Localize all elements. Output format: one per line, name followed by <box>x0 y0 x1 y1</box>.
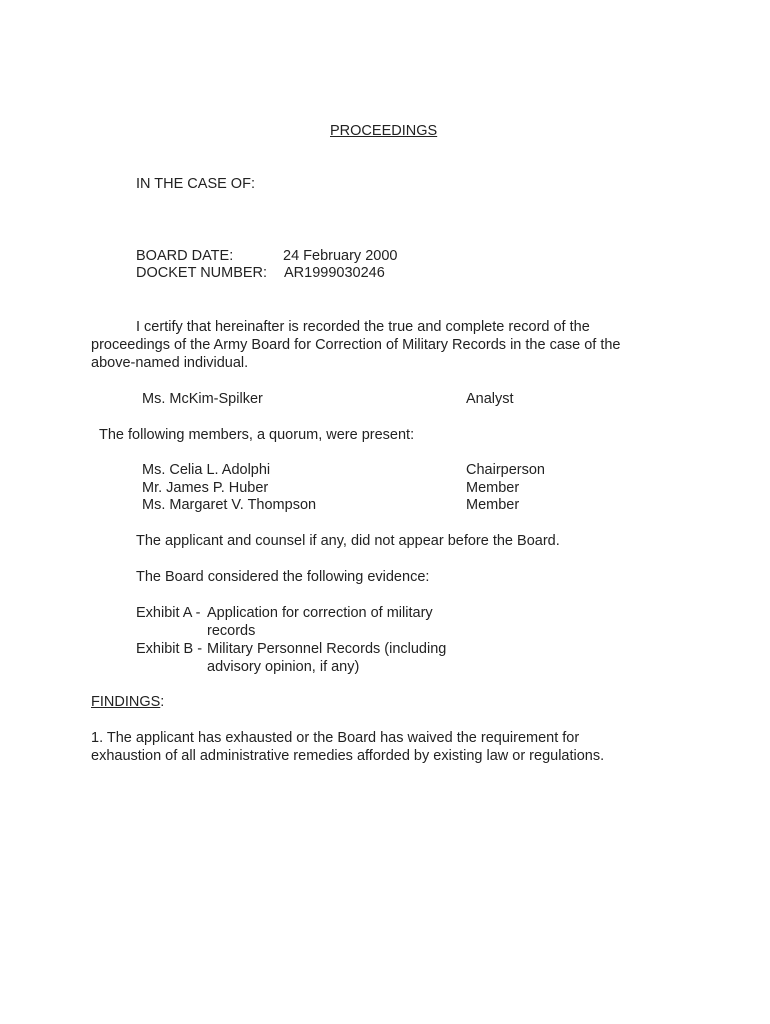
member-role: Member <box>466 497 520 513</box>
findings-heading: FINDINGS <box>91 694 161 710</box>
findings-heading-line <box>91 693 164 711</box>
members-intro: The following members, a quorum, were present: <box>99 427 415 443</box>
board-date-label: BOARD DATE: <box>136 248 234 264</box>
findings-colon: : <box>160 694 165 710</box>
finding-1: 1. The applicant has exhausted or the Board has waived the requirement for exhaustion of all administrative remedies afforded by existing law or regulations. <box>91 730 605 764</box>
board-date-value: 24 February 2000 <box>283 248 398 264</box>
member-role: Member <box>466 480 520 496</box>
member-name: Mr. James P. Huber <box>142 480 269 496</box>
exhibit-description-cont: records <box>207 623 256 639</box>
appearance-note: The applicant and counsel if any, did not appear before the Board. <box>136 533 560 549</box>
exhibit-label: Exhibit B - <box>136 641 203 657</box>
member-role: Chairperson <box>466 462 545 478</box>
exhibit-description: Military Personnel Records (including <box>207 641 447 657</box>
docket-number-label: DOCKET NUMBER: <box>136 265 268 281</box>
evidence-intro: The Board considered the following evidence: <box>136 569 430 585</box>
page-title: PROCEEDINGS <box>330 123 438 139</box>
exhibit-description: Application for correction of military <box>207 605 433 621</box>
exhibit-label: Exhibit A - <box>136 605 201 621</box>
case-label: IN THE CASE OF: <box>136 176 255 192</box>
analyst-name: Ms. McKim-Spilker <box>142 391 263 407</box>
exhibit-description-cont: advisory opinion, if any) <box>207 659 360 675</box>
analyst-role: Analyst <box>466 391 514 407</box>
certification-paragraph: I certify that hereinafter is recorded the true and complete record of the proceedings of the Army Board for Correction of Military Records in the case of the above-named individual. <box>91 319 621 371</box>
member-name: Ms. Margaret V. Thompson <box>142 497 317 513</box>
member-name: Ms. Celia L. Adolphi <box>142 462 271 478</box>
docket-number-value: AR1999030246 <box>284 265 385 281</box>
